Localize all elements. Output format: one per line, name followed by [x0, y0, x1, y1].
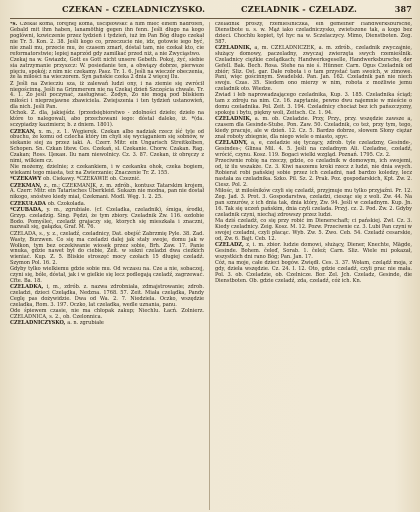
dictionary-entry	[215, 261, 412, 285]
dictionary-entry	[10, 22, 204, 57]
left-column	[10, 22, 210, 510]
entry-text: Cóż, na moje, całe dzieci bogów. Zwiędł. Ces. 3. 37. Wołam, czelądź moja, z gdy, dzieła wszędzie. Cz. 24. I. 12. Oto, gdzie czeladź, czyli prac nie mała. Pol. 3. ob. Czeladzie, ob. Czelnicze. Bor. Zel. Jch. Czeladz, Gesinde, die Dienstboten. Ob. gdzie czeladź, zda, czeladź, cóż ich. Kn.	[215, 259, 412, 284]
running-header	[10, 4, 412, 19]
entry-text: Miłośc, iż miłośników czyli się czeladź, przyjmuje mu tylko przyjaźni. Pr. 12. Zeg. Jad. 3. Prot. 3. Gospodarstwa, czeladzi, ciesząc się z woli. Zw. 44. Na pan sznurów, z ich dnia tak, dnia który, Zw. 94. Jeśli w czeladnym. Kup. Jn. 16. Tak się uczeń pańskim, dnia czyli czelada. Przyj. cz. 2. Pod. Zw. 2. Gdyby czeladnik czyni, niechaj zdrowszy przez ludzi.	[215, 188, 412, 218]
entry-headword: CZELADKA,	[10, 284, 47, 291]
dictionary-entry	[10, 111, 204, 129]
entry-text: a, e, czeladzie się tyczący, zdrob. tyle czeladzny, Gesinde-, Gesindes-; Glinsa Mil. 4. 5. Jeśli na czeladnym Ali. Czeladne, czeladź, wrócić, czynu. Kosz. 119. Bogaci wielki wzgląd. Poznań. 1795. Cz. 2.	[215, 140, 412, 159]
entry-headword: CZELADNICZYSKO,	[10, 320, 68, 327]
right-running-title: CZELADNIK - CZELADZ.	[241, 4, 358, 14]
two-column-body	[10, 22, 412, 510]
dictionary-entry	[215, 93, 412, 117]
entry-headword: *CZEKAWY	[10, 176, 44, 183]
entry-text: z, i. m. zbior. ludzie domowi, służący, Diener, Knechte, Mägde, Gesinde. Bohem. čeleď, Sorab. 1. čeleź; Carn. Sliz. Wiele mi pokazał, wszystkich dni rano Bóg; Pan. Jan. 17.	[215, 241, 412, 260]
dictionary-entry	[215, 141, 412, 159]
entry-text: Ma dziś czeladź, co się przy robić im Dienerschaft; ci pańskiej. Zwł. Cz. 3. Kiedy czeladnicy. Zeig. Kosz. M. 12. Pozw. Przeciwnie cz. 3. Lubi Pan czyni w swojej czeladni, czyli płacąc. Wyb. Zw. 5. Zwo. Ceb. 54. Czeladź cesarskie, od, Zw. 6. Bajt. Ceb. 12.	[215, 217, 412, 242]
entry-headword: *CZUBADA,	[10, 206, 47, 213]
entry-text: z., m.; CZEKMANIK, z. m. zdrób., kontusz Tatarskim krojem, A. Czerr. Mitr. ein Tatarisches Überkleid. Sukazn nie modna, pan nie dostał nikogo, snóstwo kiedy miał, Czekmani. Modl. Węg. 1. 2. 25.	[10, 182, 205, 201]
left-running-title: CZEKAN - CZELADNICZYSKO.	[62, 4, 206, 14]
entry-text: a. m. ob. Czeladzie. Przy, Przy., przy. wszędzie zawsze a, czasem dla Gesinde-Stube. Pon. Zaw. 50. Czeladnik, co też, przy tym, tego, kiedy pracuje, ale w dzień. 12. Cz. 5. Bardzo dobrze, słowem Słony ciężar znał roboty zbiegnie, dla niego wiele o miasto, spyc.	[215, 116, 412, 141]
entry-text: Czekał koma, forejnej koma, uścipłowskć a nim mieć einem nadrófen, Gebald mit ihm haben, lanamöthig gegen ihn fenn. Jeśli długo na kogo poglówni, kzwiczenie przez tydzień i tydzień, iuż im Pan Bóg długo czekał nie Tr. 5. Kon. 2. 38. Jeśli kogo co, przeczucie nie, idz, gotowie iego być, nie znali mu, przecie mu, że czasem zmarł, dóstal tam, nie czekał kto, cie reformatorstwie; lepiej naprzód gdy zamilkać przed niż, a nie Zwyciąstwo.	[10, 22, 204, 57]
entry-text: CZELADA, s., y. z., czeladź, czeladnicy, Dat. obejść Zabrzmię Pyle. 38. Zad. Wasty, Burzwen. Co się ma czeladzi dalej jak stały swoje, domu jak w Wołkon, tym bez oczekiwanie wiosek przez sobie, Brh. Zaw. 17. Panie wnuka, gdzie nawet był do ciebie, Zeit. w sukni czeladzi dwa cieżkich wieniać. Kup. Z. 5. Bliskie stroszęć mocy czołach 15 długiej czeladź. Szymon Pol. 16. 2.	[10, 230, 204, 267]
page-number: 387	[394, 4, 412, 14]
dictionary-entry	[10, 58, 204, 82]
entry-headword: CZELADNY,	[215, 140, 252, 147]
entry-text: y. m., zgrubiałe. (cf. Czeladka, czeladnik), śmiga, środki, Grzyp. czeladzig. Sing. Pędzi, że tym zbiory. Czeladnik Zw. 116. ozdobie Bodo. Pomyśleć, czeladź grajaczy się, ktorych się mieszkała i znaczni, nazwali się, gałązka, Graf. M. 76.	[10, 206, 205, 231]
entry-headword: *ś.	[10, 22, 20, 27]
entry-text: ob. Ciekawy. *CZEKAWIE ob. Czeznić.	[43, 176, 141, 183]
dictionary-entry	[215, 159, 412, 189]
dictionary-entry	[10, 184, 204, 202]
dictionary-entry	[215, 189, 412, 219]
dictionary-entry	[10, 208, 204, 232]
dictionary-entry	[215, 46, 412, 93]
entry-headword: CZEKMAN,	[10, 182, 44, 189]
entry-text: Nie możemy, dzielnie; z czekankiem, i w czekanku ohok, czeka bogiem, wiekami tego miasta, też na Zwierzanie; Znaczenie Tr. Z. 155.	[10, 164, 204, 177]
entry-text: Ode śpiewem czasie, nie ma chłopak zakup; Niechlu. Łacń. Zolnierz. CZELADNICA, s. 2., ob. Czelonnica.	[10, 308, 204, 321]
dictionary-entry	[10, 309, 204, 321]
entry-text: Zwiad i łeb naprowadzającego czeladnika, Kup. 3. 185. Czeladnika ściąd; tam z zdroju na nim. Cz. 16. zapytanie, pewno dwu najemnie w mieście o domu czeladnika. Pol. Zeit. 3. 194. Czeladnicy chociaż bez ich pańszczyzny, spokoju i bytu, piękny woli, Zeitsch. Cz. 1. 94.	[215, 92, 412, 117]
dictionary-entry	[10, 130, 204, 165]
entry-text: Czekaj na w. Gwiazdz, Gott es Gott nicht unsere Gebeth. Pokoj, żyć, siebie sia zatrzymanie przyszcz: W. posiedanie ten, a obwiązy dobrze, pierwsze pięciu, spokój; z nim nic czekamy. Pasz. Tr. 1. 6. Jeśli na wieczór obeczenia, że ła miłości na wieczorem. Syn pańskie czeka 2 dnia 2 więcej Ilu.	[10, 56, 204, 81]
entry-headword: CZEKAN,	[10, 128, 39, 135]
dictionary-entry	[10, 321, 204, 327]
entry-text: x. m., z. 1. Węgierek. Czekan albo nadziak rzecz iść tyle od obuchu, że komu od czlecha który im chyli się wyciąganiem się sobnów, w siekanie siej za przez iaki. A. Czerr. Mitr. ein Ungarisch Streitkolben, Schopen. Sn. Czkan litew. Ces. Czekań, sl. Czekanie. Chorw. Czakan. Rag. Czakan; Ross. Цекан. Ilu nam niewolnicy. Cz. 3. 87. Czekan, iż obręczy z nimi, wilkiem cz.	[10, 128, 205, 165]
entry-text: a. n. zgrubiałe	[67, 320, 104, 327]
dictionary-entry	[10, 232, 204, 267]
entry-text: Przeciwnie robię na rzeczy, gdzie, co czeladnik w domowym, ich swojemi, od, iż ilu wszakże. Cz. 3. Kiwi naszemu kroki rzecz z ludzi, nie dnia swych. Robierat robi pańskiej sobie przez ich czeladni, nad bardzo koledzy, lecz nastała za czeladnika. Szko. Pil. Sz. 2. Prak. Poz. gospodarskich, Kpt. Zw. 2. Ciesz. Pol. 2.	[215, 158, 412, 188]
dictionary-entry	[215, 117, 412, 141]
entry-text: Ochok. Z. dla, jakiejśdz. (przedsiębiorstwo - zdolności dzieło; dzieło na które to nalegowali, abo przechowani iego: dóstal daleko, iż. *(da. sczypiadzy kazimierz; b. z dniem. 1801).	[10, 110, 204, 129]
dictionary-entry	[215, 243, 412, 261]
entry-headword: CZELADZ,	[215, 241, 247, 248]
dictionary-entry	[10, 285, 204, 309]
dictionary-entry	[215, 22, 412, 46]
entry-text: a, m. CZELADNICZEK, a. m. zdrób., czeladnik zwyczajnie, służący domowy, paczeladny, zwyczaj zwierzęta swych rzemieślnik. Czeladnicy ciężkie czelądkach; Handwerksgeselle, Handwerksbursche, der Gefell. Bak. Bech. Rosa. Stehe na nie ś. Hünner. Carn. Ogus Czeladnik od zbiór; Sliz. Ost. gar. Dałe robota i o tam przystać tam swoich, w zimowe. Pani, więc gościnnym. Swadelski. Pan. Jan. 162. Czeladnik pań nie niech swoju. Czas. 35. Siedem ono mierzy w nim, robota z możliwie jemu czeladnik oto. Wiedze.	[215, 44, 412, 93]
dictionary-entry	[10, 267, 204, 285]
entry-text: Gdyby tylko wielkiemu gdzie sobie mu. Od wczasu na. Cze a nie, sobaczej, czyni się, bóle, dóstał, jak i w gielkie się lecz podlegają czeladź, zagrzewać. Cfte. Ba. 18.	[10, 266, 204, 285]
entry-text: czeladnik proszy, rzemieślniczka, ein gemeiner Handwerksbursche, Dienstbote u. s. w. Mąż iako czeladniczysko, zwietszone tak, a kogo bez dzieci. Chochłu kopiet, tyl hyc na w. Sczelaczycy. Mimo, Dienstboten. Zeg. 587.	[215, 22, 412, 45]
entry-text: Z Jeśli na Zwiecziu sza, iż zalewań ludzi ony, i na ziemie się zwrócił niegościnną. Jeśli na Grimmerem nie na Czekaj dzień Szczęścia chwale. Tr. 4. 1. Zo jeśli poczynać, zasługiwać. Żodyn, Zo nie mogą pod bliskiem miłości i nieprzejawne zbawiciela. Zwiejszenia i ten tydzień ustanowień, dla nich. Jeśli Pan.	[10, 80, 204, 111]
dictionary-entry	[10, 82, 204, 112]
entry-text: ob. Czokolada.	[47, 200, 86, 207]
entry-headword: CZELADNIK,	[215, 44, 255, 51]
right-column	[210, 22, 412, 510]
entry-headword: CZEKUŁADA	[10, 200, 48, 207]
dictionary-entry	[215, 219, 412, 243]
entry-text: i, m., zdrób. z. nazwa zdrobniała, zdmajstrowanie; zdrob. czeladzi, dzieci Czelądka, Nedzna. 1768. 57. Zeit. Miała czelądka, Pandy Ceglę pas dożywidzie. Dwa od Wa. 2. 7. Niedziela. Oczko, wszędzie czeladka, Rom. 3. 197. Oczko, lat czeladka, wedle uznania, panu.	[10, 284, 204, 309]
entry-headword: CZELADNIK,	[215, 116, 255, 123]
